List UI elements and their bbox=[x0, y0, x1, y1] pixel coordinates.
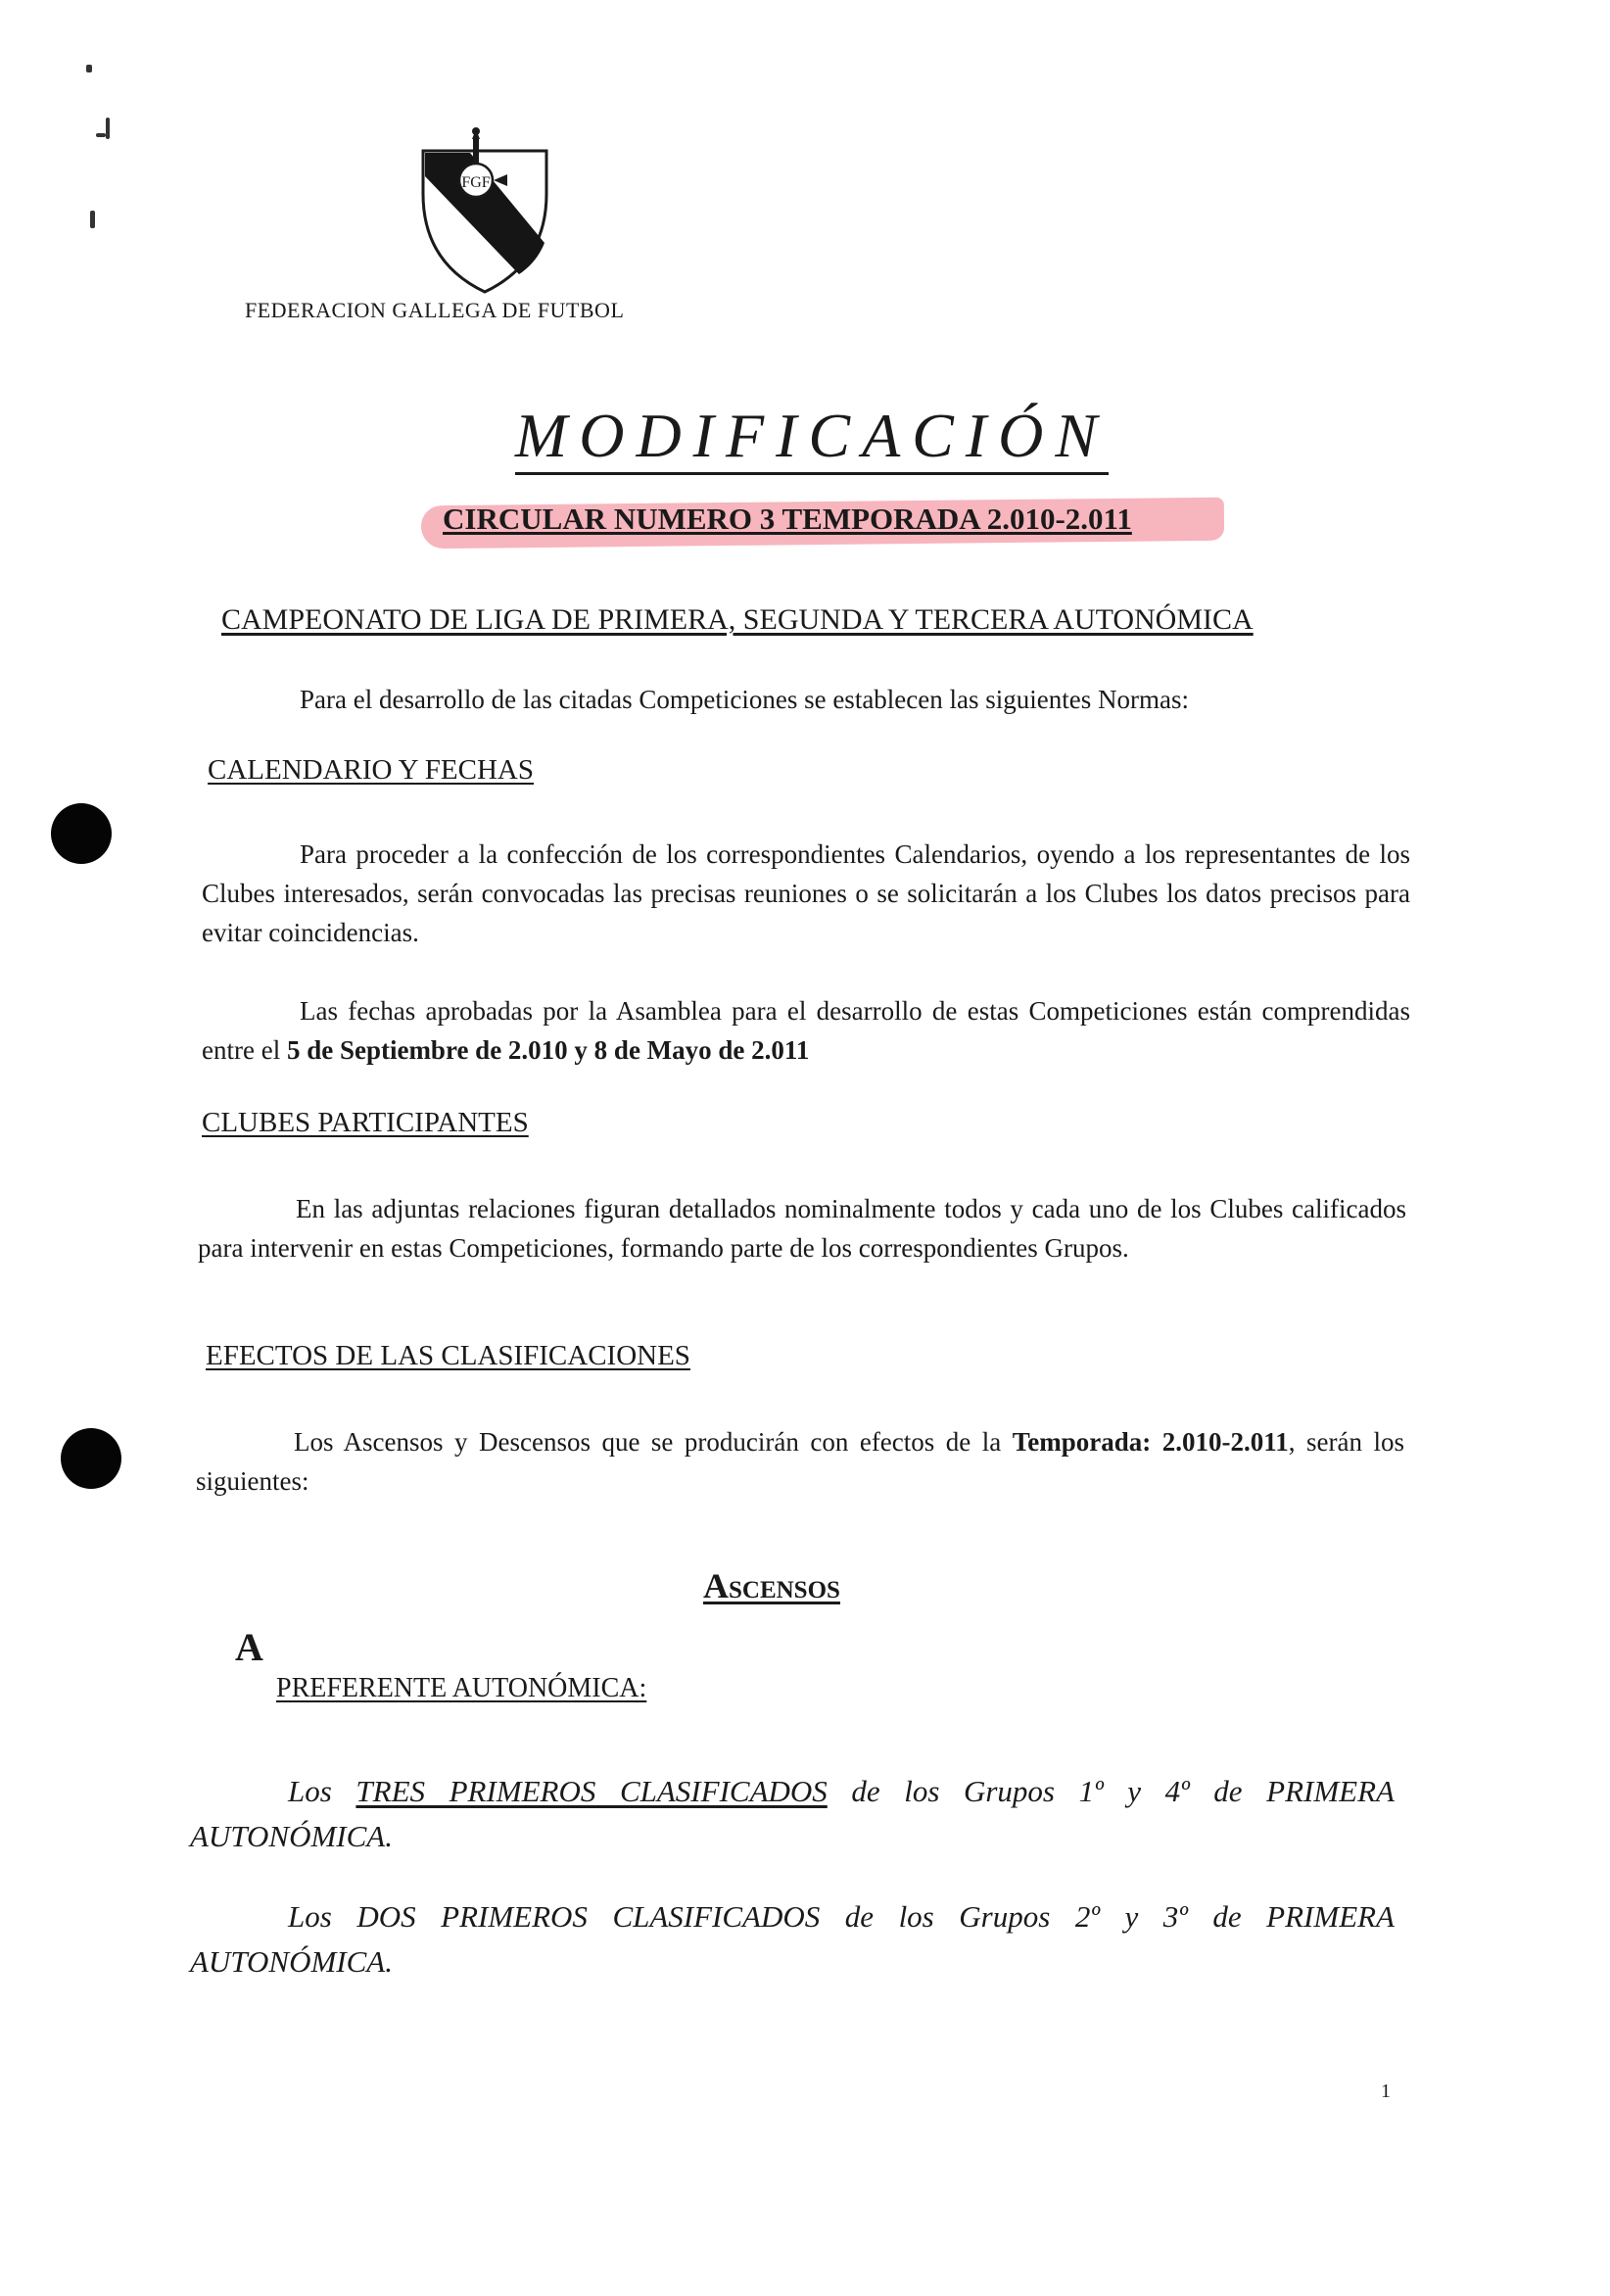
punch-hole-bottom bbox=[61, 1428, 121, 1489]
logo-letters: FGF bbox=[461, 174, 491, 191]
circular-banner bbox=[421, 498, 1224, 549]
clubes-paragraph bbox=[198, 1189, 1406, 1268]
ascenso-item-1 bbox=[190, 1769, 1395, 1859]
calendario-p1-text: Para proceder a la confección de los correspondientes Calendarios, oyendo a los representantes de los Clubes interesados, serán convocadas las precisas reuniones o se solicitarán a los Clubes los datos precisos para evitar coincidencias. bbox=[202, 839, 1410, 947]
ascensos-title: Ascensos bbox=[703, 1566, 840, 1605]
circular-number: CIRCULAR NUMERO 3 TEMPORADA 2.010-2.011 bbox=[443, 502, 1132, 536]
scan-speck bbox=[106, 118, 110, 139]
efectos-p1-text: Los Ascensos y Descensos que se producirán con efectos de la bbox=[294, 1427, 1013, 1457]
scan-speck bbox=[86, 65, 92, 72]
intro-paragraph: Para el desarrollo de las citadas Competiciones se establecen las siguientes Normas: bbox=[300, 685, 1189, 714]
page-number: 1 bbox=[1381, 2081, 1391, 2102]
efectos-p1-season-end: 2.011 bbox=[1230, 1427, 1289, 1457]
section-letter: A bbox=[235, 1625, 263, 1669]
item2-text: Los DOS PRIMEROS CLASIFICADOS de los Grupos 2º y 3º de PRIMERA AUTONÓMICA. bbox=[190, 1899, 1395, 1979]
item1-post: de los Grupos 1º y 4º de PRIMERA AUTONÓMICA. bbox=[190, 1774, 1395, 1853]
scan-speck bbox=[90, 211, 95, 228]
main-heading: CAMPEONATO DE LIGA DE PRIMERA, SEGUNDA Y TERCERA AUTONÓMICA bbox=[221, 603, 1254, 636]
calendario-paragraph-1 bbox=[202, 835, 1410, 952]
document-title bbox=[0, 400, 1610, 472]
calendario-p2-dates: 5 de Septiembre de 2.010 y 8 de Mayo de 2.011 bbox=[286, 1035, 810, 1065]
item1-pre: Los bbox=[288, 1774, 356, 1808]
punch-hole-top bbox=[51, 803, 112, 864]
calendario-p2-text: Las fechas aprobadas por la Asamblea para el desarrollo de estas Competiciones están comprendidas entre el bbox=[202, 996, 1410, 1065]
scan-speck bbox=[96, 133, 106, 137]
calendario-paragraph-2 bbox=[202, 991, 1410, 1070]
fgf-crest-icon bbox=[411, 125, 558, 302]
heading-calendario: CALENDARIO Y FECHAS bbox=[208, 754, 534, 786]
heading-clubes: CLUBES PARTICIPANTES bbox=[202, 1107, 529, 1138]
category-heading: PREFERENTE AUTONÓMICA: bbox=[276, 1673, 647, 1703]
efectos-p1-season: Temporada: 2.010- bbox=[1012, 1427, 1231, 1457]
title-text: MODIFICACIÓN bbox=[515, 401, 1109, 475]
organization-name: FEDERACION GALLEGA DE FUTBOL bbox=[245, 298, 625, 322]
efectos-paragraph bbox=[196, 1422, 1404, 1501]
efectos-p1-tail: , serán los siguientes: bbox=[196, 1427, 1404, 1496]
ascenso-item-2 bbox=[190, 1894, 1395, 1985]
item1-underlined: TRES PRIMEROS CLASIFICADOS bbox=[355, 1774, 828, 1808]
heading-efectos: EFECTOS DE LAS CLASIFICACIONES bbox=[206, 1340, 690, 1371]
clubes-p1-text: En las adjuntas relaciones figuran detallados nominalmente todos y cada uno de los Clubes calificados para intervenir en estas Competiciones, formando parte de los correspondientes Grupos. bbox=[198, 1194, 1406, 1263]
